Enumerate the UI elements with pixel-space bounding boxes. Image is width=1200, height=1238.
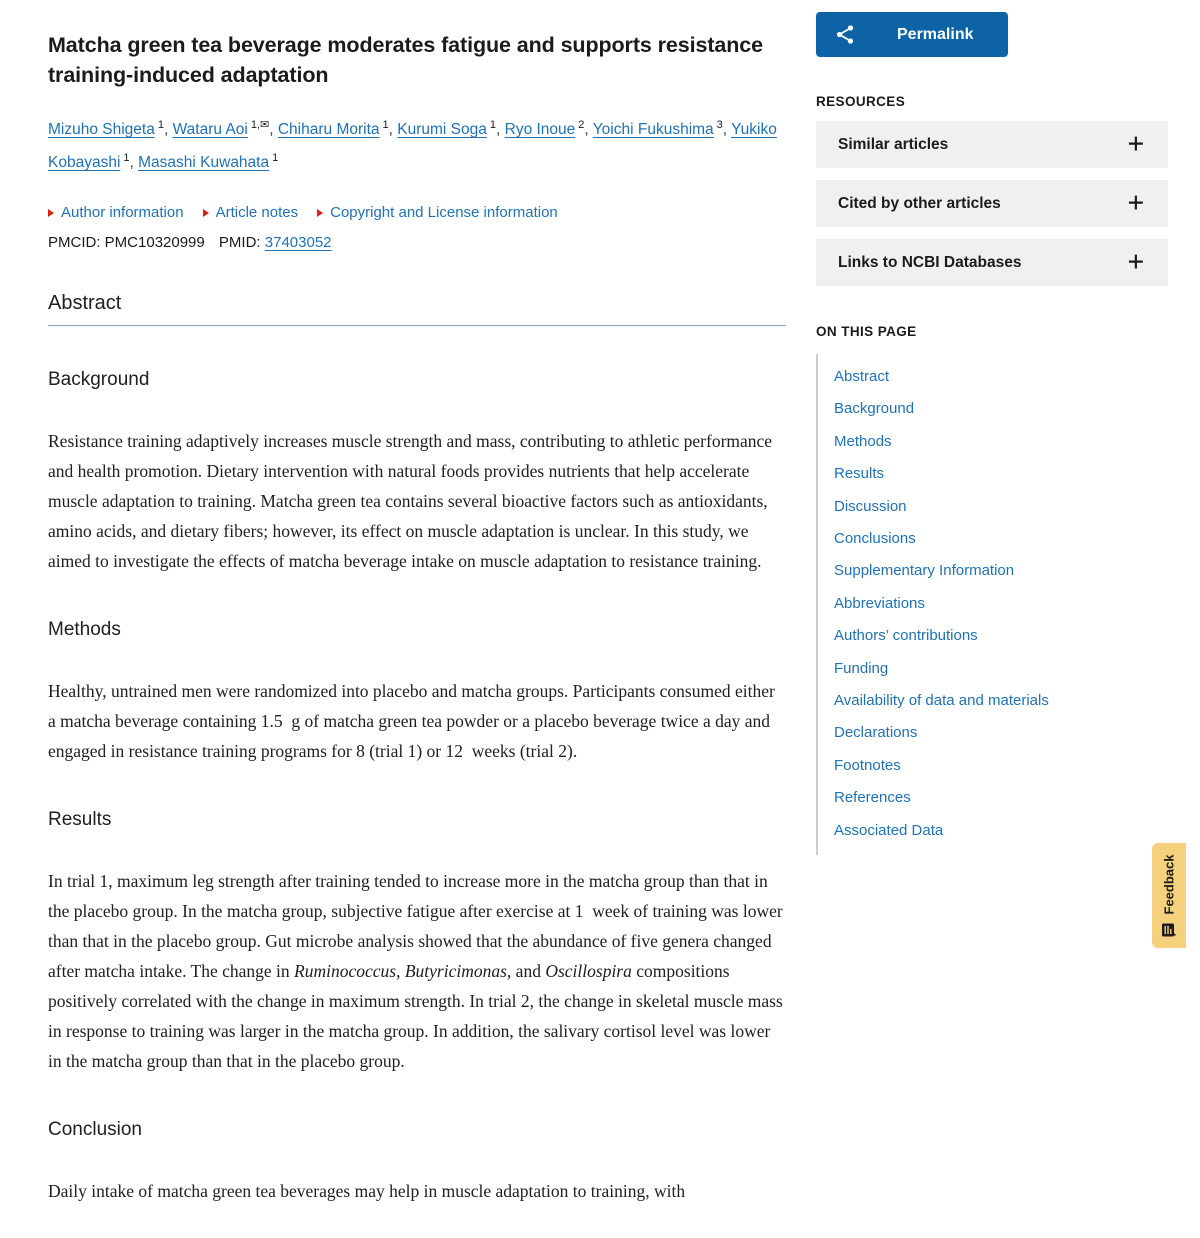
permalink-button[interactable] bbox=[816, 12, 1008, 57]
resource-accordion-label: Cited by other articles bbox=[838, 194, 1001, 212]
article-sidebar bbox=[816, 0, 1168, 855]
toc-link[interactable]: Background bbox=[834, 400, 915, 418]
author-affiliation-sup: 1 bbox=[272, 152, 279, 165]
toc-link[interactable]: Funding bbox=[834, 659, 889, 677]
author-affiliation-sup: 1 bbox=[489, 119, 496, 131]
toc-link[interactable]: Abbreviations bbox=[834, 594, 925, 612]
plus-icon[interactable]: + bbox=[1127, 127, 1144, 159]
resource-accordion-label: Similar articles bbox=[838, 135, 949, 153]
toc-link[interactable]: Supplementary Information bbox=[834, 562, 1015, 580]
abstract-section bbox=[48, 292, 786, 1206]
toc-link[interactable]: Abstract bbox=[834, 368, 890, 385]
toc-link[interactable]: Conclusions bbox=[834, 530, 916, 548]
toc-link[interactable]: Availability of data and materials bbox=[834, 692, 1049, 710]
author-affiliation-sup: 2 bbox=[578, 119, 585, 131]
meta-toggle-link[interactable]: Article notes bbox=[215, 204, 299, 222]
resource-accordion-row[interactable] bbox=[816, 180, 1168, 227]
toc-link[interactable]: Methods bbox=[834, 432, 892, 450]
author-affiliation-sup: 1 bbox=[157, 119, 164, 131]
pmcid-value: PMC10320999 bbox=[104, 234, 205, 252]
author-link[interactable]: Masashi Kuwahata bbox=[138, 154, 270, 172]
abstract-subheading: Conclusion bbox=[48, 1119, 142, 1141]
resources-heading: RESOURCES bbox=[816, 94, 906, 109]
article-title: Matcha green tea beverage moderates fatigue and supports resistance training-induced adaptation bbox=[48, 33, 763, 87]
abstract-paragraph: Daily intake of matcha green tea beverages may help in muscle adaptation to training, with bbox=[48, 1181, 686, 1202]
meta-toggle[interactable] bbox=[203, 204, 299, 221]
meta-toggle-link[interactable]: Copyright and License information bbox=[330, 204, 558, 222]
toc-link[interactable]: Authors’ contributions bbox=[834, 627, 978, 645]
abstract-paragraph: Healthy, untrained men were randomized into placebo and matcha groups. Participants consumed either a matcha beverage containing 1.5 g of matcha green tea powder or a placebo beverage twice a day and engaged in resistance training programs for 8 (trial 1) or 12 weeks (trial 2). bbox=[48, 681, 775, 762]
pmcid-label: PMCID: bbox=[48, 234, 101, 252]
toc-link[interactable]: Results bbox=[834, 465, 885, 483]
abstract-paragraph: In trial 1, maximum leg strength after training tended to increase more in the matcha group than that in the placebo group. In the matcha group, subjective fatigue after exercise at 1 week of training was lower than that in the placebo group. Gut microbe analysis showed that the abundance of five genera changed after matcha intake. The change in Ruminococcus, Butyricimonas, and Oscillospira compositions positively correlated with the change in maximum strength. In trial 2, the change in skeletal muscle mass in response to training was larger in the matcha group. In addition, the salivary cortisol level was lower in the matcha group than that in the placebo group. bbox=[48, 871, 783, 1072]
feedback-form-icon bbox=[1162, 922, 1177, 937]
on-this-page-nav bbox=[816, 354, 1168, 855]
author-link[interactable]: Wataru Aoi bbox=[172, 121, 248, 139]
author-affiliation-sup: 1 bbox=[382, 119, 389, 131]
feedback-label: Feedback bbox=[1161, 854, 1177, 914]
abstract-body bbox=[48, 369, 786, 1206]
abstract-paragraph: Resistance training adaptively increases muscle strength and mass, contributing to athletic performance and health promotion. Dietary intervention with natural foods provides nutrients that help accelerate muscle adaptation to training. Matcha green tea contains several bioactive factors such as antioxidants, amino acids, and dietary fibers; however, its effect on muscle adaptation is unclear. In this study, we aimed to investigate the effects of matcha beverage intake on muscle adaptation to resistance training. bbox=[48, 431, 773, 572]
author-affiliation-sup: 1,✉ bbox=[250, 119, 270, 131]
author-link[interactable]: Ryo Inoue bbox=[504, 121, 576, 139]
triangle-marker-icon bbox=[48, 209, 54, 217]
resource-accordion-label: Links to NCBI Databases bbox=[838, 253, 1022, 271]
toc-link[interactable]: Declarations bbox=[834, 724, 918, 742]
meta-toggle-link[interactable]: Author information bbox=[61, 204, 184, 222]
toc-link[interactable]: Discussion bbox=[834, 497, 907, 515]
author-affiliation-sup: 1 bbox=[123, 152, 130, 165]
share-icon bbox=[835, 24, 856, 45]
plus-icon[interactable]: + bbox=[1127, 245, 1144, 277]
toc-link[interactable]: References bbox=[834, 789, 911, 807]
abstract-heading: Abstract bbox=[48, 292, 786, 326]
author-list: Mizuho Shigeta $^1$, Wataru Aoi $^{1,✉}$, Chiharu Morita $^1$, Kurumi Soga $^1$, Ryo Inoue $^2$, Yoichi Fukushima $^3$, Yukiko Kobayashi $^1$, Masashi Kuwahata $^1$ bbox=[48, 119, 777, 172]
pmid-label: PMID: bbox=[218, 234, 261, 252]
toc-link[interactable]: Footnotes bbox=[834, 756, 901, 774]
triangle-marker-icon bbox=[203, 209, 209, 217]
author-link[interactable]: Mizuho Shigeta bbox=[48, 121, 155, 139]
abstract-subheading: Methods bbox=[48, 619, 121, 641]
article-ids bbox=[48, 234, 786, 251]
permalink-label: Permalink bbox=[897, 25, 974, 43]
author-link[interactable]: Kurumi Soga bbox=[397, 121, 487, 139]
abstract-subheading: Results bbox=[48, 809, 112, 831]
abstract-subheading: Background bbox=[48, 369, 150, 391]
author-link[interactable]: Yoichi Fukushima bbox=[592, 121, 714, 139]
on-this-page-heading: ON THIS PAGE bbox=[816, 324, 917, 339]
meta-toggle[interactable] bbox=[48, 204, 184, 221]
author-affiliation-sup: 3 bbox=[716, 119, 723, 131]
author-link[interactable]: Chiharu Morita bbox=[277, 121, 380, 139]
resource-accordion-row[interactable] bbox=[816, 121, 1168, 168]
resources-list bbox=[816, 121, 1168, 286]
feedback-button[interactable] bbox=[1152, 843, 1186, 948]
author-link[interactable]: Yukiko Kobayashi bbox=[48, 121, 777, 172]
article-meta-links bbox=[48, 204, 786, 221]
toc-link[interactable]: Associated Data bbox=[834, 821, 944, 839]
plus-icon[interactable]: + bbox=[1127, 186, 1144, 218]
resource-accordion-row[interactable] bbox=[816, 239, 1168, 286]
triangle-marker-icon bbox=[317, 209, 323, 217]
pmid-link[interactable]: 37403052 bbox=[264, 234, 332, 252]
article-main bbox=[48, 0, 786, 1206]
meta-toggle[interactable] bbox=[317, 204, 558, 221]
